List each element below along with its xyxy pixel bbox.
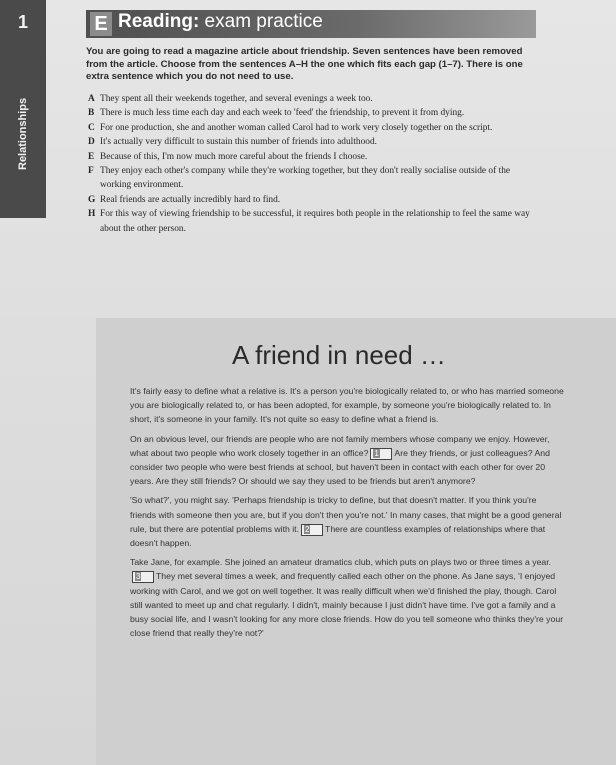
task-instructions: You are going to read a magazine article about friendship. Seven sentences have been removed from the article. Choose from the sentences A–H the one which fits each gap (1–7). There is one extra sentence which you do not need to use. (86, 46, 523, 83)
article-paragraph-3: 'So what?', you might say. 'Perhaps friendship is tricky to define, but that doesn't matter. If you think you're friends with someone then you are, but if you don't then you're not.' In many cases, that might be a good general rule, but there are potential problems with it. 2 There are countless examples of relationships where that doesn't happen. (130, 495, 562, 549)
option-item (88, 106, 540, 120)
option-text: There is much less time each day and each week to 'feed' the friendship, to prevent it from dying. (100, 108, 465, 119)
option-letter: F (88, 166, 94, 177)
option-letter: E (88, 151, 95, 162)
option-text: They enjoy each other's company while they're working together, but they don't really socialise outside of the working environment. (100, 166, 511, 191)
option-item (88, 164, 540, 193)
chapter-side-tab (0, 0, 46, 218)
gap-box-1[interactable]: 1 (370, 448, 392, 460)
chapter-label: Relationships (17, 97, 29, 170)
section-title: Reading: exam practice (118, 11, 323, 32)
option-text: Real friends are actually incredibly hard to find. (100, 194, 281, 205)
gap-box-2[interactable]: 2 (301, 524, 323, 536)
option-item (88, 135, 540, 149)
option-item (88, 92, 540, 106)
option-text: For one production, she and another woman called Carol had to work very closely together on the script. (100, 122, 493, 133)
article-paragraph-2: On an obvious level, our friends are people who are not family members whose company we enjoy. However, what about two people who work closely together in an office? 1 Are they friends, or just colleagues? And consider two people who were best friends at school, but haven't been in contact with each other for over 20 years. Are they still friends? Or should we say they used to be friends but aren't anymore? (130, 433, 550, 487)
option-text: For this way of viewing friendship to be successful, it requires both people in the relationship to feel the same way about the other person. (100, 209, 530, 234)
option-item (88, 207, 540, 236)
article-title: A friend in need … (232, 340, 446, 370)
option-letter: H (88, 209, 96, 220)
article-paragraph-1: It's fairly easy to define what a relative is. It's a person you're biologically related to, or who has married someone you are biologically related to, or has been adopted, for example, by someone you're biologically related to. In short, it's someone in your family. It's not quite so easy to define what a friend is. (130, 386, 564, 425)
section-letter: E (90, 12, 112, 36)
option-letter: B (88, 108, 95, 119)
gap-box-3[interactable]: 3 (132, 571, 154, 583)
option-letter: C (88, 122, 95, 133)
option-text: It's actually very difficult to sustain this number of friends into adulthood. (100, 137, 377, 148)
option-text: Because of this, I'm now much more careful about the friends I choose. (100, 151, 368, 162)
option-letter: D (88, 137, 95, 148)
article-paragraph-4: Take Jane, for example. She joined an amateur dramatics club, which puts on plays two or three times a year.3 They met several times a week, and frequently called each other on the phone. As Jane says, 'I enjoyed working with Carol, and we got on well together. It was really difficult when we'd finished the play, though. Carol still wanted to meet up and chat regularly. I didn't, mainly because I just didn't have time. I've got a family and a busy social life, and I wasn't looking for any more close friends. How do you tell someone who thinks they're your close friend that really they're not?' (130, 557, 564, 639)
sentence-options-list (88, 92, 540, 236)
article-body (130, 384, 564, 645)
option-text: They spent all their weekends together, and several evenings a week too. (100, 94, 373, 104)
option-item (88, 121, 540, 135)
option-item (88, 150, 540, 164)
chapter-number: 1 (17, 12, 28, 32)
option-letter: G (88, 194, 96, 205)
option-letter: A (88, 94, 95, 104)
option-item (88, 193, 540, 207)
